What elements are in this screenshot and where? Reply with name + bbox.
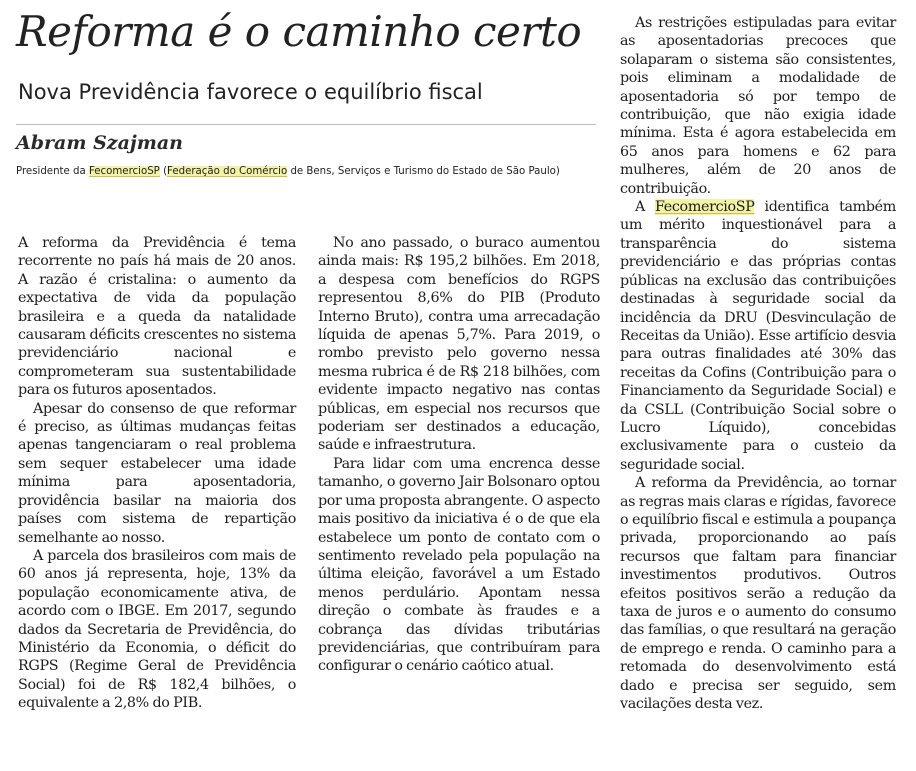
subtitle: Nova Previdência favorece o equilíbrio fiscal <box>18 80 483 104</box>
paragraph: Para lidar com uma encrenca desse tamanho, o governo Jair Bolsonaro optou por uma proposta abrangente. O aspecto mais positivo da iniciativa é o de que ela estabelece um ponto de contato com o sentimento revelado pela população na última eleição, favorável a um Estado menos perdulário. Apontam nessa direção o combate às fraudes e a cobrança das dívidas tributárias previdenciárias, que contribuíram para configurar o cenário caótico atual. <box>318 455 600 675</box>
author-role <box>16 164 616 180</box>
author-role-prefix: Presidente da <box>16 166 89 177</box>
paragraph <box>620 198 896 474</box>
paragraph: A reforma da Previdência, ao tornar as regras mais claras e rígidas, favorece o equilíbrio fiscal e estimula a poupança privada, proporcionando ao país recursos que faltam para financiar investimentos produtivos. Outros efeitos positivos serão a redução da taxa de juros e o aumento do consumo das famílias, o que resultará na geração de emprego e renda. O caminho para a retomada do desenvolvimento está dado e precisa ser seguido, sem vacilações desta vez. <box>620 475 896 713</box>
paragraph-prefix: A <box>635 199 655 216</box>
divider <box>16 124 596 125</box>
author-name: Abram Szajman <box>16 132 183 154</box>
org-highlight: FecomercioSP <box>655 199 755 216</box>
article-column-1 <box>18 234 296 713</box>
author-org-highlight: FecomercioSP <box>88 166 160 177</box>
paragraph: A parcela dos brasileiros com mais de 60 anos já representa, hoje, 13% da população economicamente ativa, de acordo com o IBGE. Em 2017, segundo dados da Secretaria de Previdência, do Ministério da Economia, o déficit do RGPS (Regime Geral de Previdência Social) foi de R$ 182,4 bilhões, o equivalente a 2,8% do PIB. <box>18 547 296 712</box>
paragraph: Apesar do consenso de que reformar é preciso, as últimas mudanças feitas apenas tangenciaram o real problema sem sequer estabelecer uma idade mínima para aposentadoria, providência basilar na maioria dos países com sistema de repartição semelhante ao nosso. <box>18 400 296 546</box>
article-column-2 <box>318 234 600 676</box>
author-role-suffix: de Bens, Serviços e Turismo do Estado de São Paulo) <box>287 166 560 177</box>
paragraph: A reforma da Previdência é tema recorrente no país há mais de 20 anos. A razão é cristalina: o aumento da expectativa de vida da população brasileira e a queda da natalidade causaram déficits crescentes no sistema previdenciário nacional e comprometeram sua sustentabilidade para os futuros aposentados. <box>18 235 296 399</box>
author-role-mid: ( <box>159 166 168 177</box>
paragraph: As restrições estipuladas para evitar as aposentadorias precoces que solaparam o sistema são consistentes, pois eliminam a modalidade de aposentadoria só por tempo de contribuição, que não exigia idade mínima. Esta é agora estabelecida em 65 anos para homens e 62 para mulheres, além de 20 anos de contribuição. <box>620 15 896 197</box>
paragraph: No ano passado, o buraco aumentou ainda mais: R$ 195,2 bilhões. Em 2018, a despesa com benefícios do RGPS representou 8,6% do PIB (Produto Interno Bruto), contra uma arrecadação líquida de apenas 5,7%. Para 2019, o rombo previsto pelo governo nessa mesma rubrica é de R$ 218 bilhões, com evidente impacto negativo nas contas públicas, em especial nos recursos que poderiam ser destinados a educação, saúde e infraestrutura. <box>318 235 600 454</box>
article-column-3 <box>620 14 896 713</box>
paragraph-rest: identifica também um mérito inquestionável para a transparência do sistema previdenciário e das próprias contas públicas na exclusão das contribuições destinadas à seguridade social da incidência da DRU (Desvinculação de Receitas da União). Esse artifício desvia para outras finalidades até 30% das receitas da Cofins (Contribuição para o Financiamento da Seguridade Social) e da CSLL (Contribuição Social sobre o Lucro Líquido), concebidas exclusivamente para o custeio da seguridade social. <box>620 199 896 473</box>
headline: Reforma é o caminho certo <box>16 7 582 56</box>
author-federation-highlight: Federação do Comércio <box>167 166 288 177</box>
